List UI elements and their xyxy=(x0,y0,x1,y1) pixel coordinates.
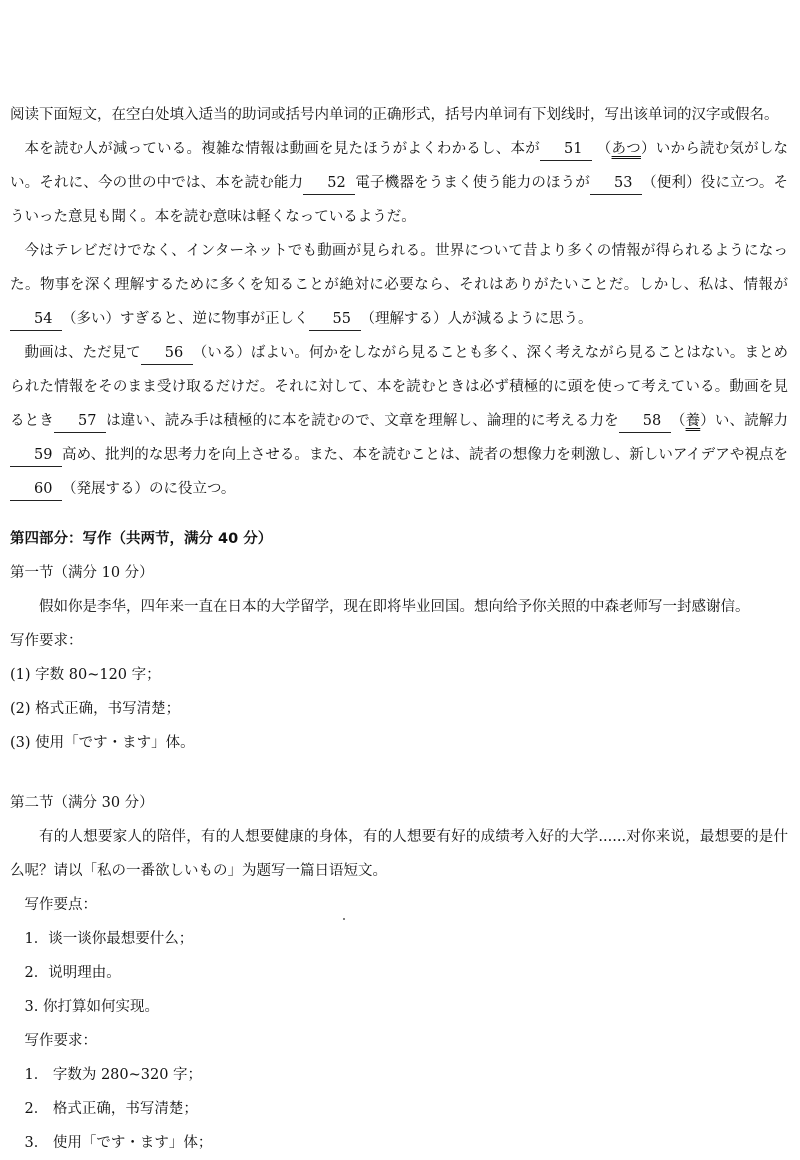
sec2-points-title: 写作要点： xyxy=(24,897,97,913)
sec1-req-title: 写作要求： xyxy=(10,633,83,649)
sec2-point-2: 2．说明理由。 xyxy=(24,965,121,981)
passage-paragraph-3: 動画は、ただ見て 56 （いる）ばよい。何かをしながら見ることも多く、深く考えながら見ることはない。まとめられた情報をそのまま受け取るだけだ。それに対して、本を読むときは必ず積極的に頭を使って考えている。動画を見るとき 57 は違い、読み手は積極的に本を読むので、文章を理解し、論理的に考える力を 58 （養）い、読解力59 高め、批判的な思考力を向上させる。また、本を読むことは、読者の想像力を刺激し、新しいアイデアや視点を60 （発展する）のに役立つ。 xyxy=(10,336,788,506)
sec1-req-3: (3) 使用「です・ます」体。 xyxy=(10,735,195,751)
exam-page xyxy=(10,98,788,1160)
part3-instruction: 阅读下面短文，在空白处填入适当的助词或括号内单词的正确形式，括号内单词有下划线时，写出该单词的汉字或假名。 xyxy=(10,107,779,123)
scan-speck xyxy=(343,918,345,920)
blank-57: 57 xyxy=(54,410,106,433)
hint-word-51: あつ xyxy=(611,141,641,157)
sec2-req-2: 2． 格式正确，书写清楚； xyxy=(24,1101,198,1117)
hint-word-58: 養 xyxy=(685,413,701,429)
passage-paragraph-1: 本を読む人が減っている。複雑な情報は動画を見たほうがよくわかるし、本が 51 （あつ）いから読む気がしない。それに、今の世の中では、本を読む能力 52 電子機器をうまく使う能力のほうが 53 （便利）役に立つ。そういった意見も聞く。本を読む意味は軽くなっているようだ。 xyxy=(10,132,788,234)
blank-59: 59 xyxy=(10,444,62,467)
sec1-title: 第一节（满分 10 分） xyxy=(10,565,154,581)
sec2-req-title: 写作要求： xyxy=(24,1033,97,1049)
sec2-prompt: 有的人想要家人的陪伴，有的人想要健康的身体，有的人想要有好的成绩考入好的大学......对你来说，最想要的是什么呢？请以「私の一番欲しいもの」为题写一篇日语短文。 xyxy=(10,829,788,879)
sec2-title: 第二节（满分 30 分） xyxy=(10,795,154,811)
blank-53: 53 xyxy=(590,172,642,195)
blank-56: 56 xyxy=(141,342,193,365)
sec1-req-2: (2) 格式正确，书写清楚； xyxy=(10,701,181,717)
sec2-point-3: 3. 你打算如何实现。 xyxy=(24,999,159,1015)
passage-paragraph-2: 今はテレビだけでなく、インターネットでも動画が見られる。世界について昔より多くの情報が得られるようになった。物事を深く理解するために多くを知ることが絶対に必要なら、それはありがたいことだ。しかし、私は、情報が54 （多い）すぎると、逆に物事が正しく 55 （理解する）人が減るように思う。 xyxy=(10,234,788,336)
blank-55: 55 xyxy=(309,308,361,331)
part4-title: 第四部分：写作（共两节，满分 40 分） xyxy=(10,531,273,547)
blank-51: 51 xyxy=(540,138,592,161)
sec1-prompt: 假如你是李华，四年来一直在日本的大学留学，现在即将毕业回国。想向给予你关照的中森老师写一封感谢信。 xyxy=(39,599,750,615)
sec2-req-3: 3． 使用「です・ます」体； xyxy=(24,1135,213,1151)
blank-52: 52 xyxy=(303,172,355,195)
sec1-req-1: (1) 字数 80~120 字； xyxy=(10,667,161,683)
blank-54: 54 xyxy=(10,308,62,331)
sec2-req-1: 1． 字数为 280~320 字； xyxy=(24,1067,203,1083)
blank-60: 60 xyxy=(10,478,62,501)
sec2-point-1: 1．谈一谈你最想要什么； xyxy=(24,931,194,947)
blank-58: 58 xyxy=(619,410,671,433)
